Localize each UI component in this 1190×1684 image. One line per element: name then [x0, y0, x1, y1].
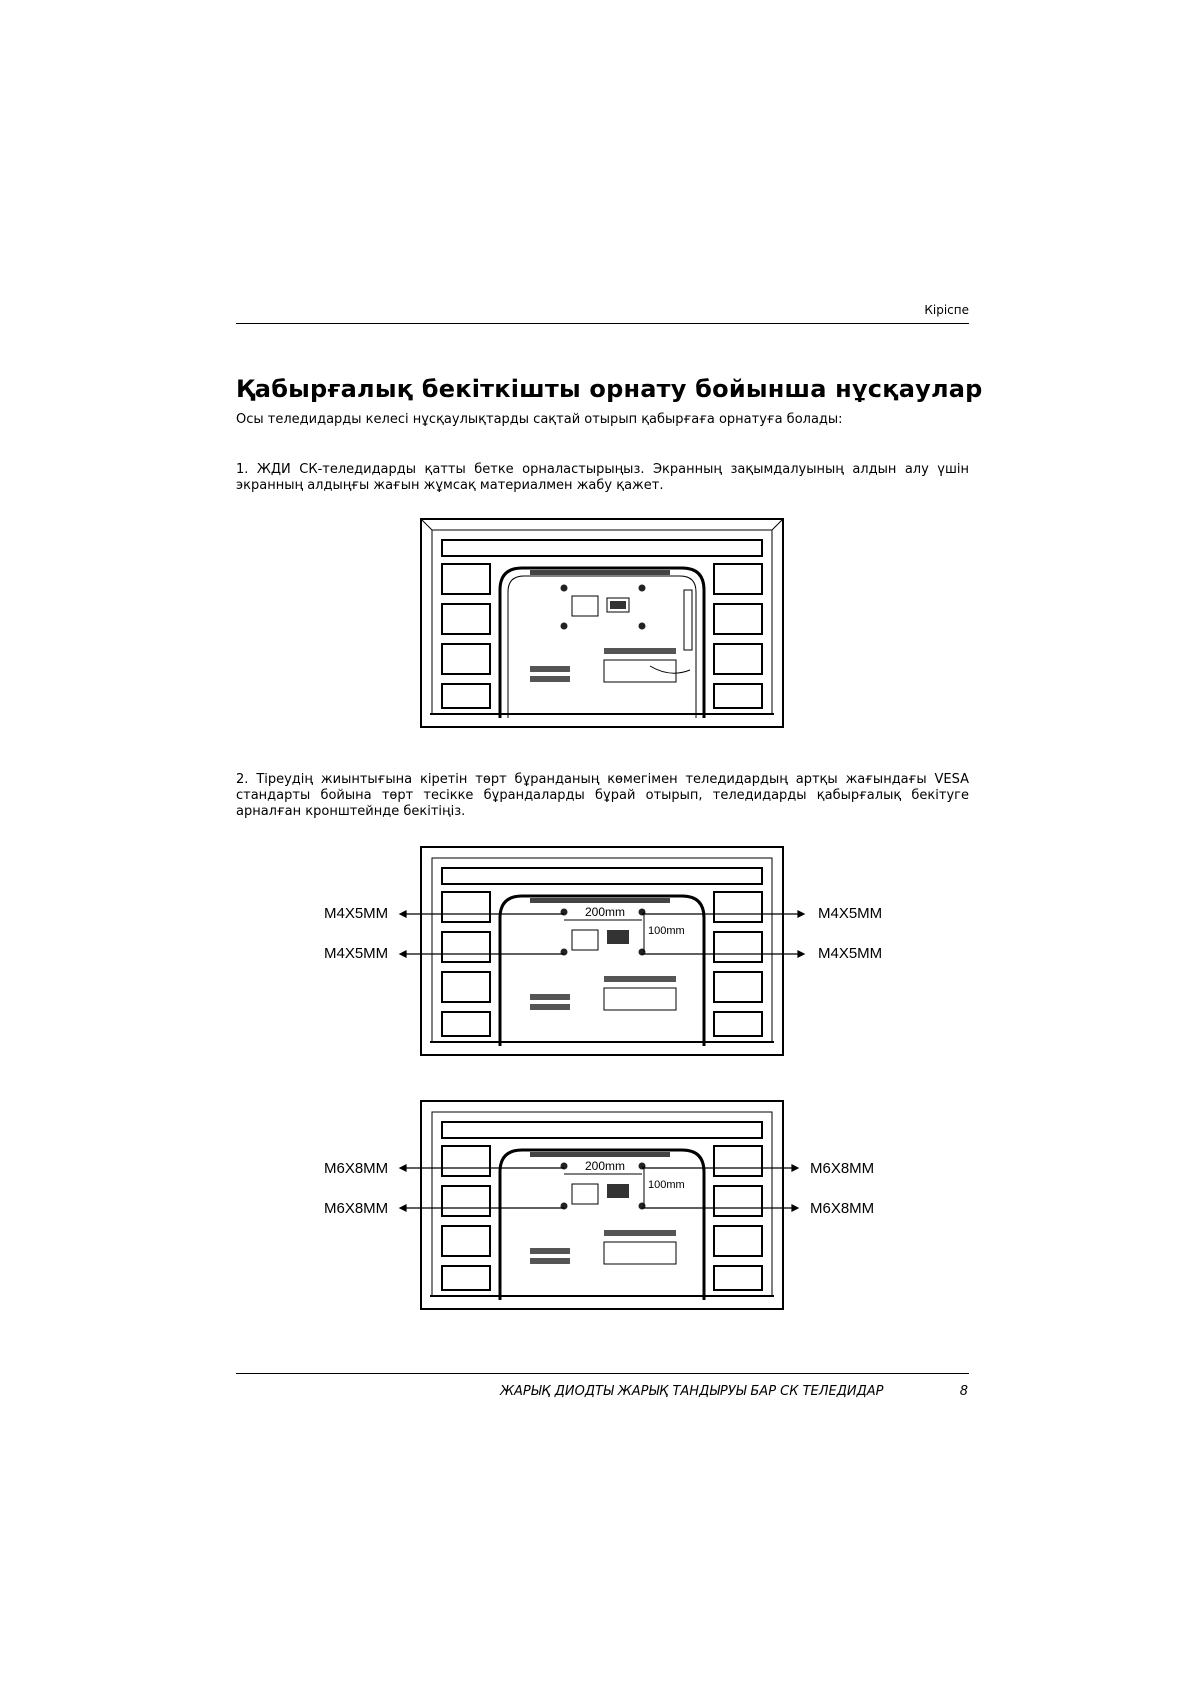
footer-product-name: ЖАРЫҚ ДИОДТЫ ЖАРЫҚ ТАНДЫРУЫ БАР СК ТЕЛЕДИДАР: [500, 1384, 884, 1399]
screw-label-bottom-left: M6X8MM: [324, 1200, 389, 1217]
screw-label-top-right: M4X5MM: [818, 905, 883, 922]
screw-label-bottom-right: M6X8MM: [810, 1200, 875, 1217]
step-1-text: 1. ЖДИ СК-теледидарды қатты бетке орналастырыңыз. Экранның зақымдалуының алдын алу үшін экранның алдыңғы жағын жұмсақ материалмен жабу қажет.: [236, 462, 969, 493]
screw-label-top-right: M6X8MM: [810, 1160, 875, 1177]
dimension-width-label: 200mm: [585, 1159, 626, 1173]
dimension-height-label: 100mm: [648, 925, 685, 937]
screw-label-top-left: M6X8MM: [324, 1160, 389, 1177]
screw-label-bottom-left: M4X5MM: [324, 945, 389, 962]
dimension-width-label: 200mm: [585, 905, 626, 919]
section-label: Кіріспе: [924, 303, 969, 317]
page-number: 8: [959, 1384, 968, 1399]
dimension-height-label: 100mm: [648, 1179, 685, 1191]
screw-label-top-left: M4X5MM: [324, 905, 389, 922]
screw-label-bottom-right: M4X5MM: [818, 945, 883, 962]
intro-text: Осы теледидарды келесі нұсқаулықтарды сақтай отырып қабырғаға орнатуға болады:: [236, 412, 843, 427]
step-2-text: 2. Тіреудің жиынтығына кіретін төрт бұранданың көмегімен теледидардың артқы жағындағы VESA стандарты бойына төрт тесікке бұрандаларды бұрай отырып, теледидарды қабырғалық бекітуге арналған кронштейнде бекітіңіз.: [236, 772, 969, 819]
page-title: Қабырғалық бекіткішты орнату бойынша нұсқаулар: [236, 375, 983, 403]
footer-divider: [236, 1373, 969, 1374]
